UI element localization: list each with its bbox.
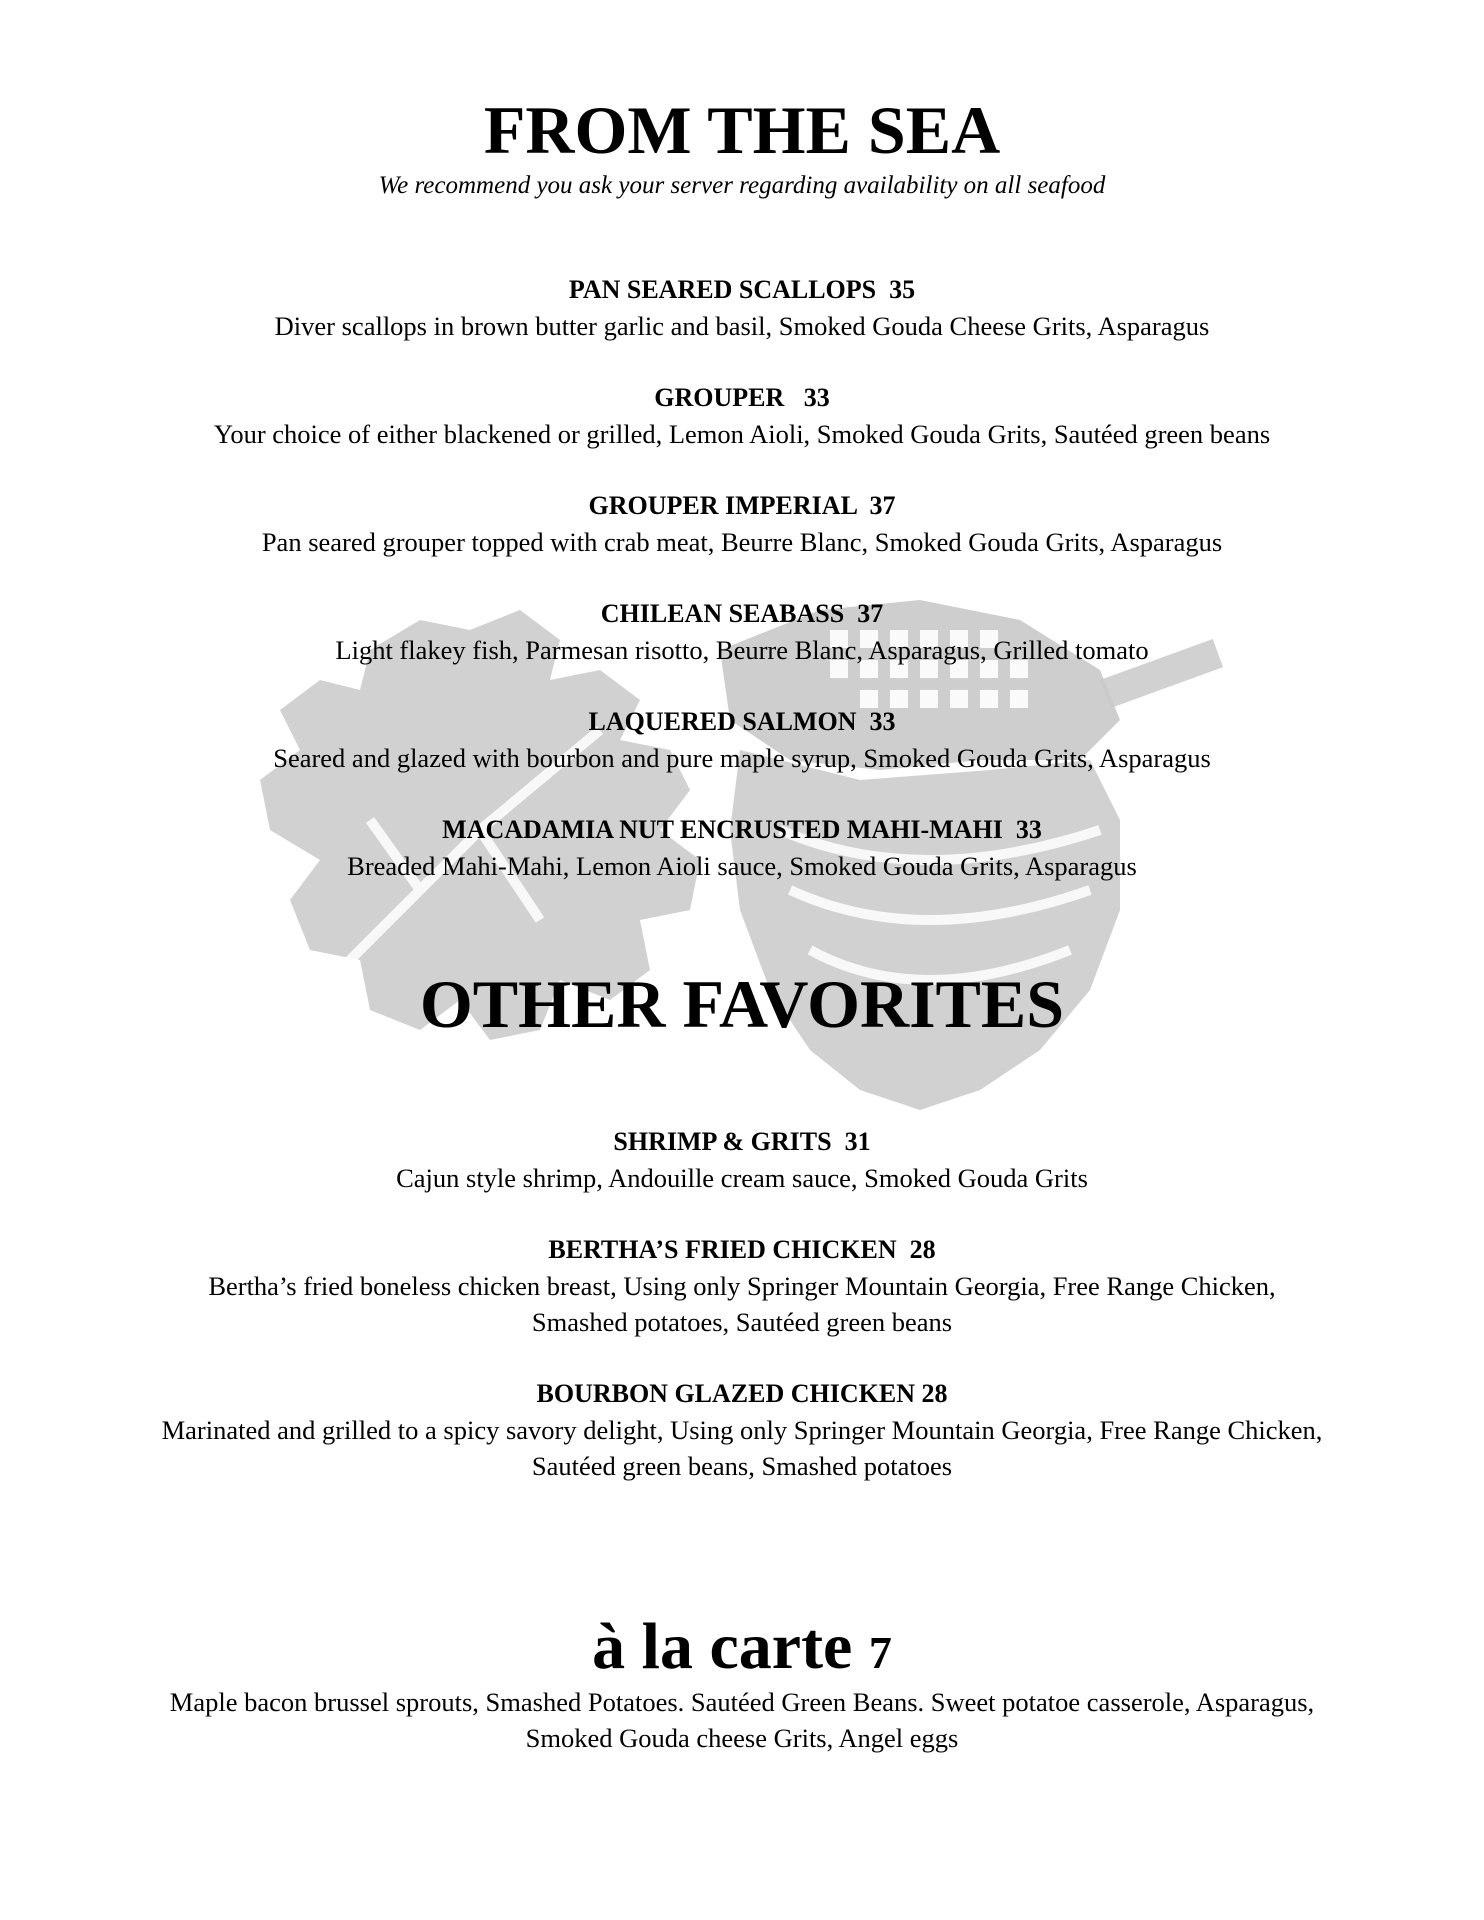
item-description: Cajun style shrimp, Andouille cream sauce, Smoked Gouda Grits: [396, 1163, 1088, 1193]
section-subtitle: We recommend you ask your server regarding availability on all seafood: [378, 172, 1106, 199]
item-description-line-2: Smashed potatoes, Sautéed green beans: [531, 1307, 953, 1337]
item-name: LAQUERED SALMON 33: [588, 707, 896, 736]
section-title-a-la-carte: [0, 1610, 1484, 1683]
item-name: BERTHA’S FRIED CHICKEN 28: [548, 1235, 936, 1264]
a-la-carte-sides: [60, 1684, 1424, 1756]
section-title-other-favorites: OTHER FAVORITES: [419, 966, 1065, 1042]
item-description: Seared and glazed with bourbon and pure maple syrup, Smoked Gouda Grits, Asparagus: [273, 743, 1211, 773]
item-description-line-1: Marinated and grilled to a spicy savory delight, Using only Springer Mountain Georgia, Free Range Chicken,: [161, 1415, 1323, 1445]
a-la-carte-title: à la carte: [592, 1610, 853, 1683]
item-name: SHRIMP & GRITS 31: [613, 1127, 871, 1156]
item-description: Breaded Mahi-Mahi, Lemon Aioli sauce, Smoked Gouda Grits, Asparagus: [347, 851, 1137, 881]
menu-item: [60, 1376, 1424, 1484]
menu-item: [60, 704, 1424, 776]
menu-item: [60, 1124, 1424, 1196]
item-description: Pan seared grouper topped with crab meat, Beurre Blanc, Smoked Gouda Grits, Asparagus: [261, 527, 1223, 557]
item-name: BOURBON GLAZED CHICKEN 28: [536, 1379, 948, 1408]
item-description: Light flakey fish, Parmesan risotto, Beurre Blanc, Asparagus, Grilled tomato: [335, 635, 1149, 665]
menu-item: [60, 812, 1424, 884]
menu-item: [60, 596, 1424, 668]
item-name: MACADAMIA NUT ENCRUSTED MAHI-MAHI 33: [442, 815, 1042, 844]
menu-item: [60, 1232, 1424, 1340]
item-description: Diver scallops in brown butter garlic and basil, Smoked Gouda Cheese Grits, Asparagus: [274, 311, 1210, 341]
item-description-line-1: Bertha’s fried boneless chicken breast, Using only Springer Mountain Georgia, Free Range Chicken,: [208, 1271, 1276, 1301]
item-name: GROUPER 33: [654, 383, 830, 412]
item-description-line-2: Smoked Gouda cheese Grits, Angel eggs: [525, 1723, 959, 1753]
section-title-from-the-sea: FROM THE SEA: [483, 92, 1001, 168]
menu-item: [60, 488, 1424, 560]
item-description: Your choice of either blackened or grilled, Lemon Aioli, Smoked Gouda Grits, Sautéed green beans: [213, 419, 1271, 449]
item-name: PAN SEARED SCALLOPS 35: [568, 275, 916, 304]
item-name: CHILEAN SEABASS 37: [600, 599, 884, 628]
item-description-line-1: Maple bacon brussel sprouts, Smashed Potatoes. Sautéed Green Beans. Sweet potatoe casserole, Asparagus,: [169, 1687, 1315, 1717]
item-description-line-2: Sautéed green beans, Smashed potatoes: [531, 1451, 953, 1481]
menu-item: [60, 272, 1424, 344]
item-name: GROUPER IMPERIAL 37: [588, 491, 896, 520]
menu-item: [60, 380, 1424, 452]
a-la-carte-price: 7: [868, 1627, 892, 1678]
